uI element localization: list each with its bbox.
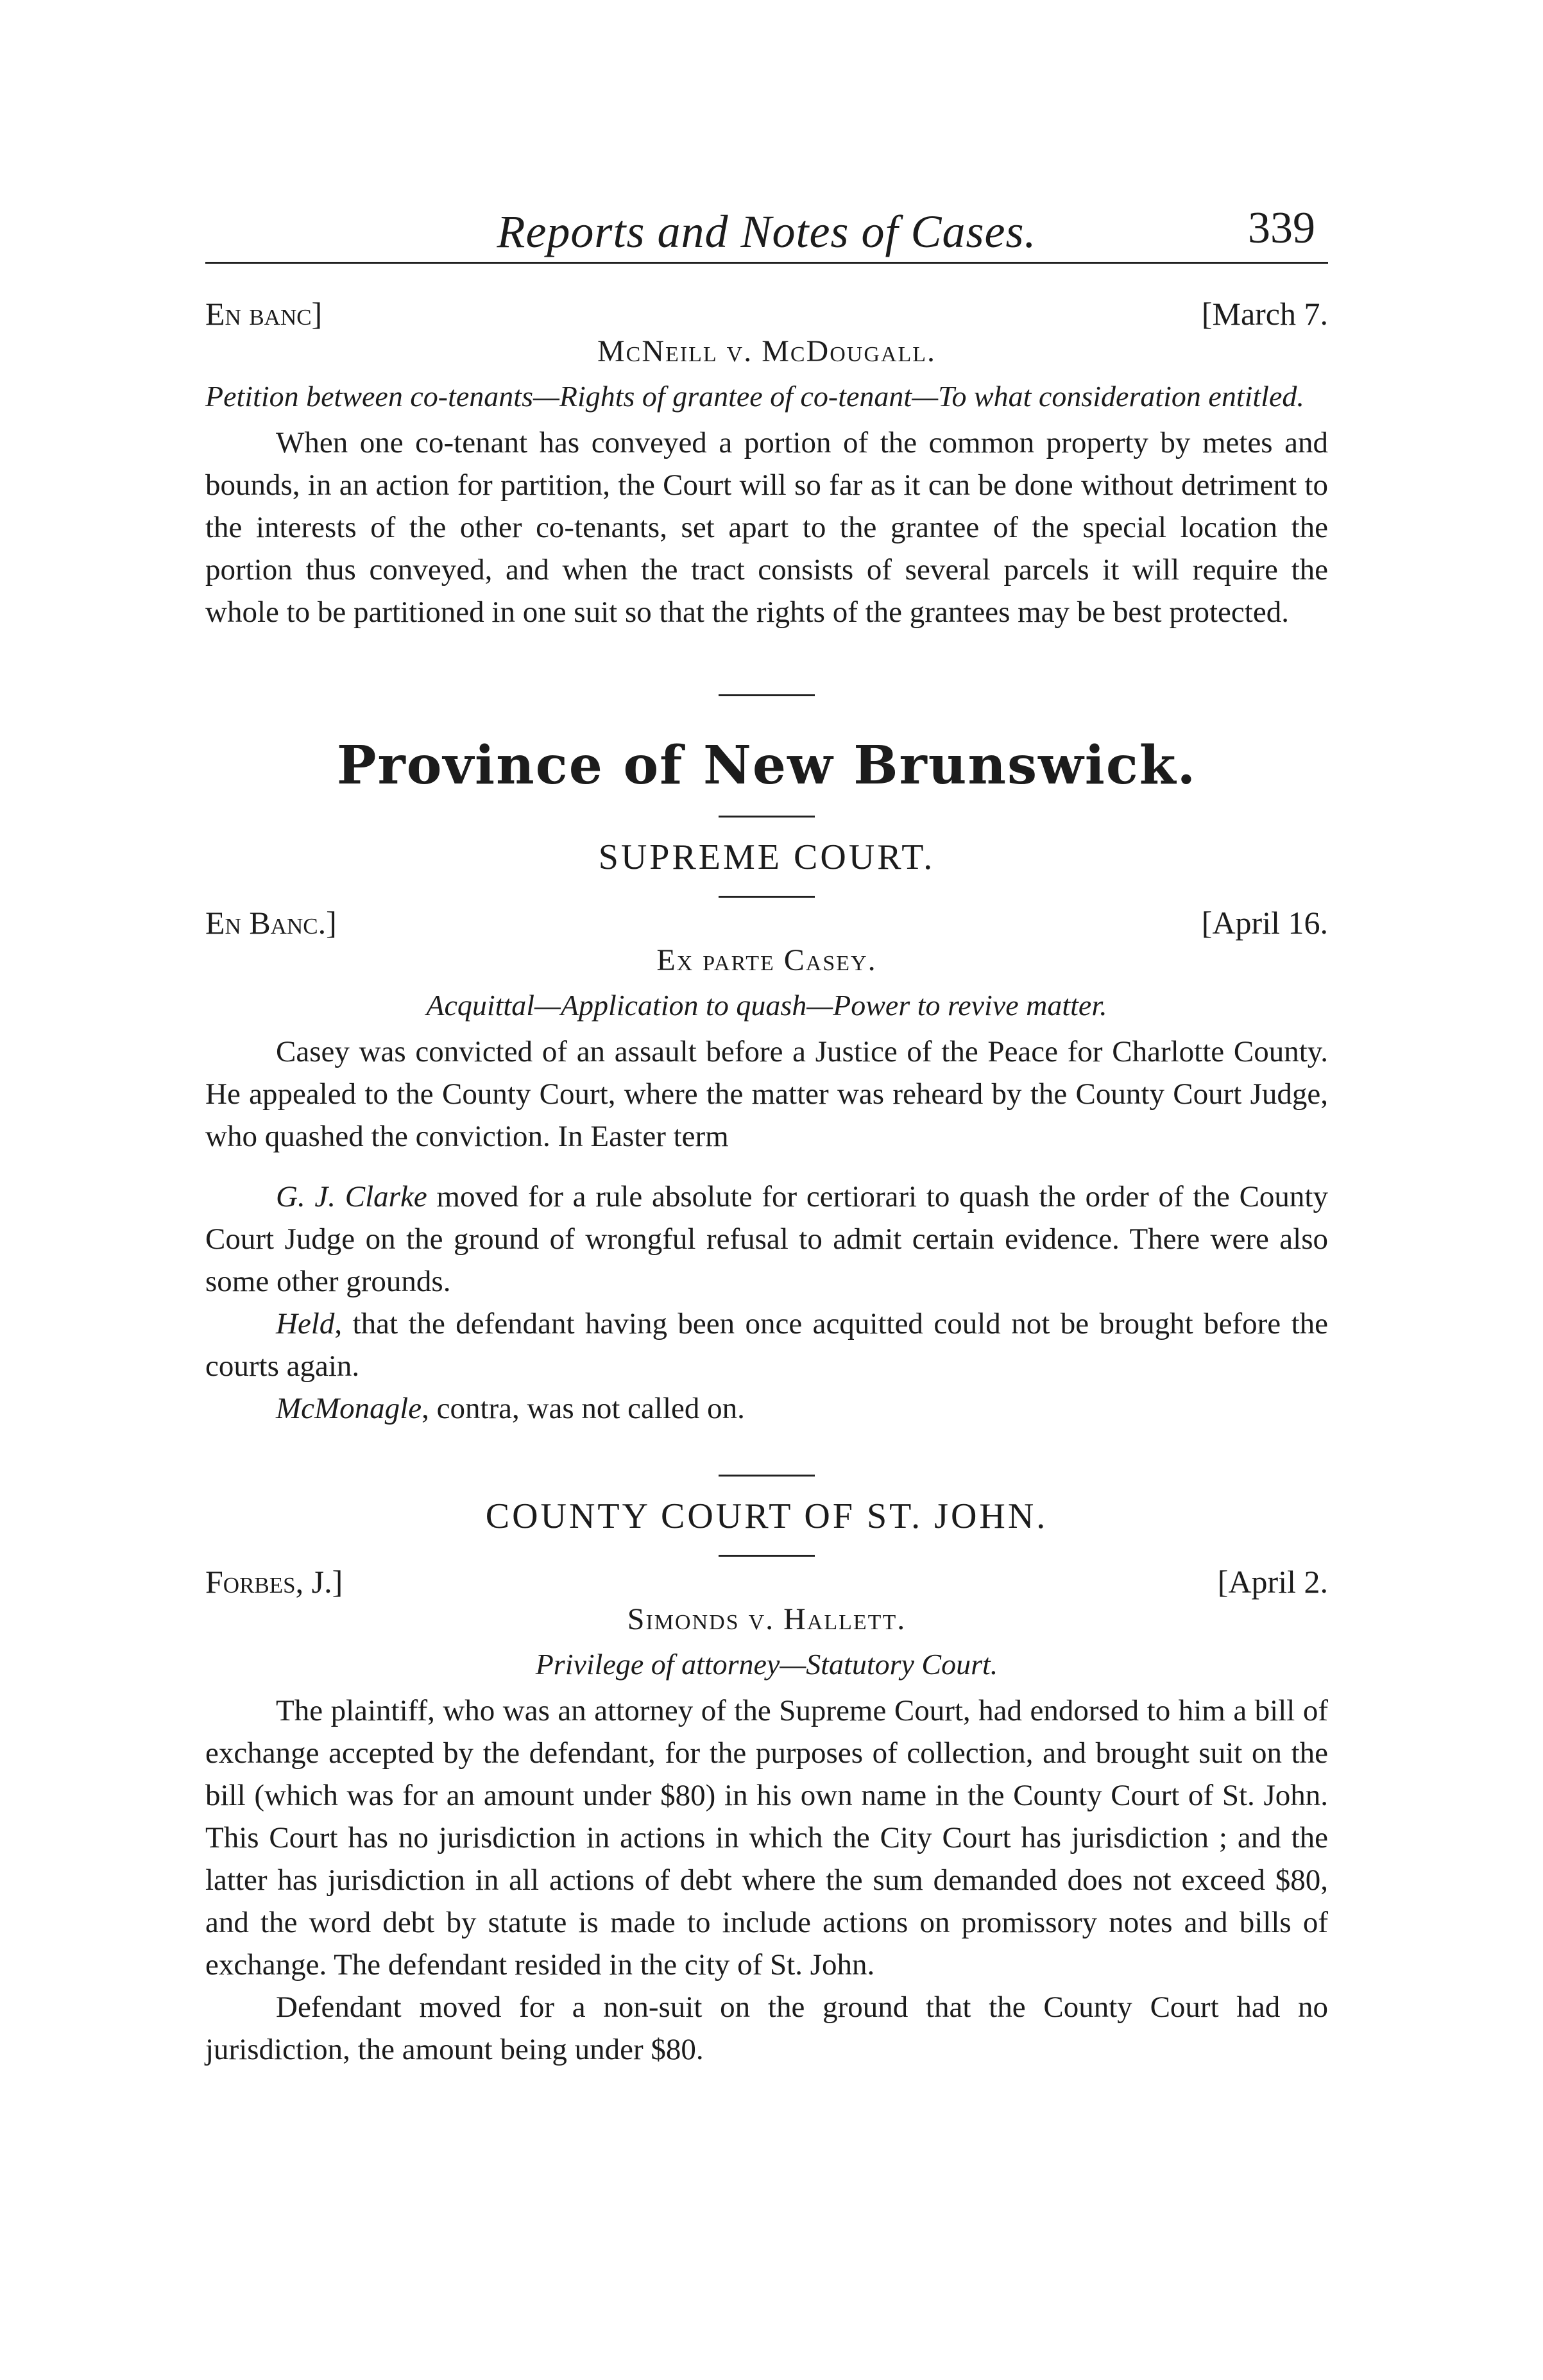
case3-para2: Defendant moved for a non-suit on the ground that the County Court had no jurisdiction, the amount being under $80. <box>205 1990 1328 2066</box>
case2-para2 <box>205 1176 1328 1303</box>
case1-date: [March 7. <box>1201 296 1328 332</box>
document-page <box>205 186 1328 2071</box>
section-divider <box>719 694 815 696</box>
case2-court-line: En Banc.] <box>205 905 337 941</box>
case2-para2-text: moved for a rule absolute for certiorari to quash the order of the County Court Judge on the ground of wrongful refusal to admit certain evidence. There were also some other grounds. <box>205 1180 1328 1298</box>
case1-court-line: En banc] <box>205 296 323 332</box>
case3-title: Simonds v. Hallett. <box>627 1602 907 1636</box>
case2-para4-text: , contra, was not called on. <box>422 1392 745 1425</box>
case1-body: When one co-tenant has conveyed a portion of the common property by metes and bounds, in an action for partition, the Court will so far as it can be done without detriment to the interests of the other co-tenants, set apart to the grantee of the special location the portion thus conveyed, and when the tract consists of several parcels it will require the whole to be partitioned in one suit so that the rights of the grantees may be best protected. <box>205 426 1328 629</box>
province-title: Province of New Brunswick. <box>336 735 1197 796</box>
running-title: Reports and Notes of Cases. <box>497 206 1037 257</box>
page-number: 339 <box>1248 203 1315 253</box>
case3-court-row <box>205 1557 1328 1602</box>
county-court-heading: COUNTY COURT OF ST. JOHN. <box>485 1496 1048 1536</box>
case3-date: [April 2. <box>1217 1564 1328 1600</box>
case1-court-row <box>205 289 1328 334</box>
case3-headnote: Privilege of attorney—Statutory Court. <box>535 1648 998 1681</box>
province-divider <box>719 816 815 818</box>
counsel-name-contra: McMonagle <box>276 1392 422 1425</box>
counsel-name: G. J. Clarke <box>276 1180 427 1213</box>
case2-para4 <box>205 1387 1328 1430</box>
case2-date: [April 16. <box>1201 905 1328 941</box>
case2-para1: Casey was convicted of an assault before a Justice of the Peace for Charlotte County. He appealed to the County Court, where the matter was reheard by the County Court Judge, who quashed the conviction. In Easter term <box>205 1035 1328 1153</box>
supreme-court-heading: SUPREME COURT. <box>598 837 935 877</box>
header-rule <box>205 262 1328 264</box>
case1-title: McNeill v. McDougall. <box>597 334 936 368</box>
case2-title: Ex parte Casey. <box>656 943 877 977</box>
case2-headnote: Acquittal—Application to quash—Power to revive matter. <box>426 989 1107 1022</box>
case2-para3-text: , that the defendant having been once acquitted could not be brought before the courts again. <box>205 1307 1328 1383</box>
held-label: Held <box>276 1307 335 1340</box>
case2-para3 <box>205 1303 1328 1387</box>
page-header <box>205 186 1328 263</box>
case1-headnote: Petition between co-tenants—Rights of grantee of co-tenant—To what consideration entitled. <box>205 380 1304 413</box>
case2-court-row <box>205 898 1328 943</box>
case3-para1: The plaintiff, who was an attorney of the Supreme Court, had endorsed to him a bill of exchange accepted by the defendant, for the purposes of collection, and brought suit on the bill (which was for an amount under $80) in his own name in the County Court of St. John. This Court has no jurisdiction in actions in which the City Court has jurisdiction ; and the latter has jurisdiction in all actions of debt where the sum demanded does not exceed $80, and the word debt by statute is made to include actions on promissory notes and bills of exchange. The defendant resided in the city of St. John. <box>205 1694 1328 1982</box>
case3-court-line: Forbes, J.] <box>205 1564 343 1600</box>
county-section-divider <box>719 1475 815 1477</box>
